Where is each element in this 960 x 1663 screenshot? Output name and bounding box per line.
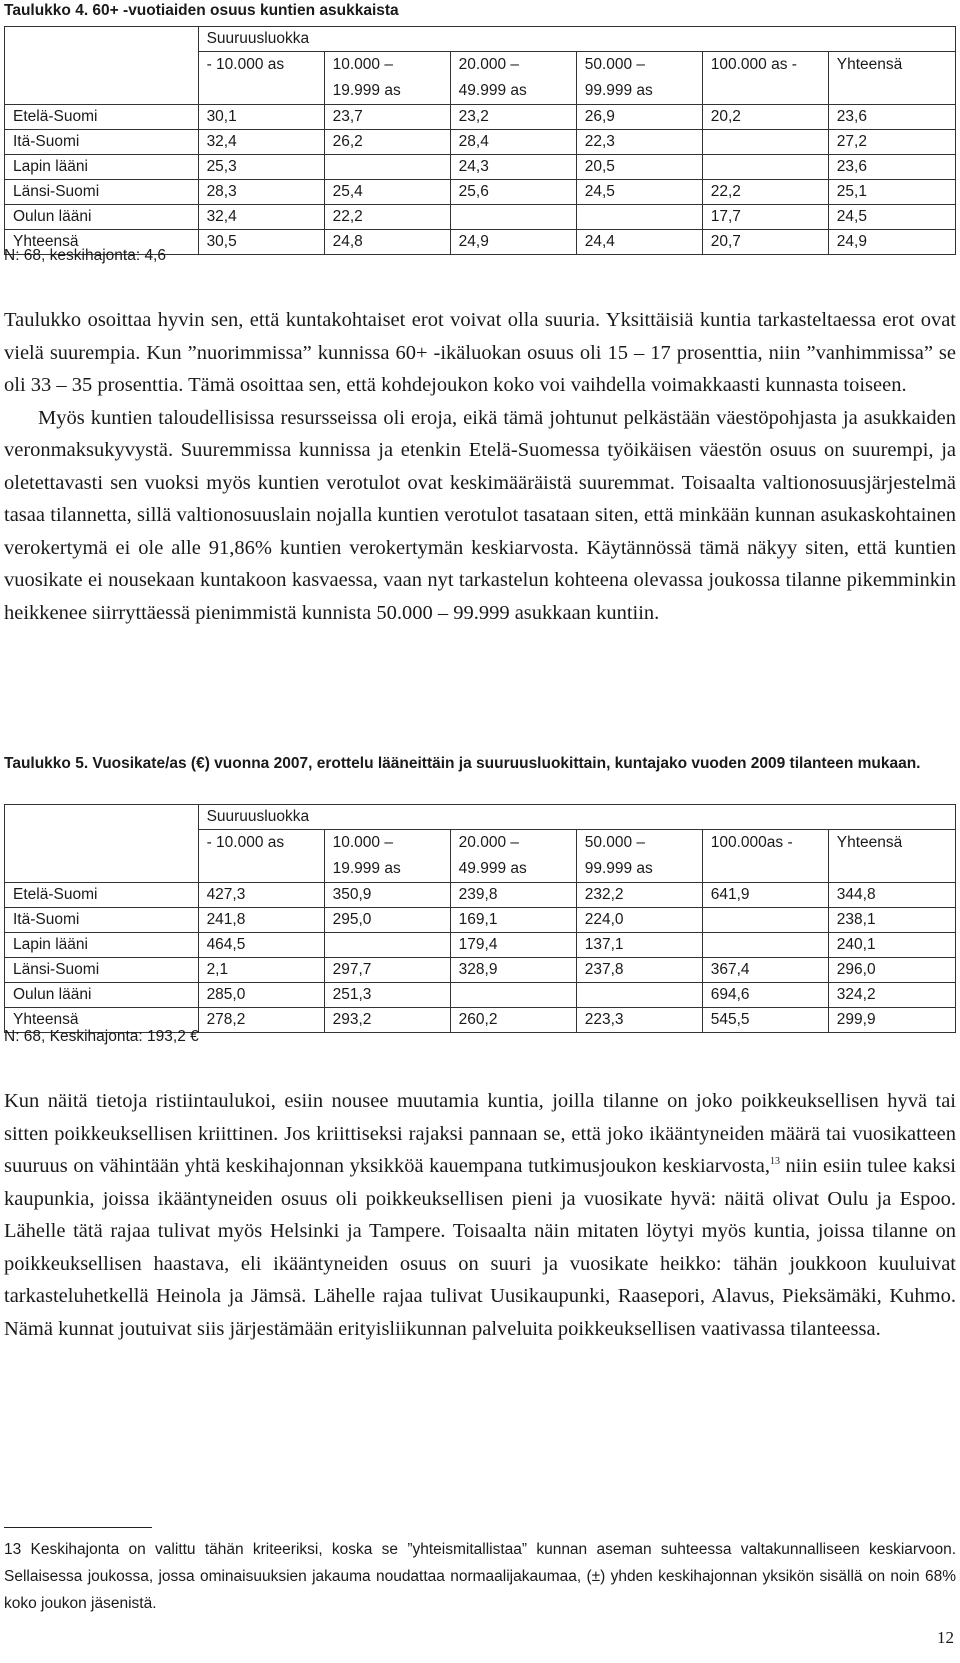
paragraph: Taulukko osoittaa hyvin sen, että kuntakohtaiset erot voivat olla suuria. Yksittäisiä kuntia tarkasteltaessa erot ovat vielä suurempia. Kun ”nuorimmissa” kunnissa 60+ -ikäluokan osuus oli 15 – 17 prosenttia, niin ”vanhimmissa” se oli 33 – 35 prosenttia. Tämä osoittaa sen, että kohdejoukon koko voi vaihdella voimakkaasti kunnasta toiseen. <box>4 309 956 396</box>
table-cell: 694,6 <box>702 983 828 1008</box>
footnote-rule <box>4 1527 152 1528</box>
table5-title: Taulukko 5. Vuosikate/as (€) vuonna 2007, erottelu lääneittäin ja suuruusluokittain, kuntajako vuoden 2009 tilanteen mukaan. <box>4 755 921 772</box>
table-cell: 24,3 <box>450 155 576 180</box>
column-header: 10.000 – 19.999 as <box>324 52 450 105</box>
table-row <box>5 883 956 908</box>
table5 <box>4 804 956 1033</box>
table-row <box>5 908 956 933</box>
column-header: - 10.000 as <box>198 52 324 105</box>
row-label: Yhteensä <box>5 1008 199 1033</box>
table-cell: 24,8 <box>324 230 450 255</box>
column-header: 20.000 – 49.999 as <box>450 830 576 883</box>
row-label: Lapin lääni <box>5 155 199 180</box>
footnote: 13 Keskihajonta on valittu tähän kriteeriksi, koska se ”yhteismitallistaa” kunnan aseman suhteessa valtakunnalliseen keskiarvoon. Sellaisessa joukossa, jossa ominaisuuksien jakauma noudattaa normaalijakaumaa, (±) yhden keskihajonnan yksikön sisällä on noin 68% koko joukon jäsenistä. <box>4 1541 956 1612</box>
table-cell: 238,1 <box>828 908 955 933</box>
table4-note: N: 68, keskihajonta: 4,6 <box>4 247 166 264</box>
table-cell: 25,4 <box>324 180 450 205</box>
table4-size-class-label: Suuruusluokka <box>198 27 955 52</box>
column-header: Yhteensä <box>828 52 955 105</box>
column-header: Yhteensä <box>828 830 955 883</box>
table-cell: 293,2 <box>324 1008 450 1033</box>
table-cell: 23,6 <box>828 105 955 130</box>
table-cell: 32,4 <box>198 205 324 230</box>
table-cell: 260,2 <box>450 1008 576 1033</box>
row-label: Länsi-Suomi <box>5 958 199 983</box>
table-cell: 30,1 <box>198 105 324 130</box>
row-label: Etelä-Suomi <box>5 883 199 908</box>
page-number: 12 <box>937 1628 954 1647</box>
row-label: Lapin lääni <box>5 933 199 958</box>
table-cell: 223,3 <box>576 1008 702 1033</box>
table-row <box>5 180 956 205</box>
row-label: Yhteensä <box>5 230 199 255</box>
body-text-1 <box>4 304 956 629</box>
table-cell: 344,8 <box>828 883 955 908</box>
table-cell: 17,7 <box>702 205 828 230</box>
table-cell: 20,7 <box>702 230 828 255</box>
table-cell <box>702 933 828 958</box>
paragraph-text: Kun näitä tietoja ristiintaulukoi, esiin nousee muutamia kuntia, joilla tilanne on joko poikkeuksellisen hyvä tai sitten poikkeuksellisen kriittinen. Jos kriittiseksi rajaksi pannaan se, että joko ikääntyneiden määrä tai vuosikatteen suuruus on vähintään yhtä keskihajonnan yksikköä kauempana tutkimusjoukon keskiarvosta, <box>4 1090 956 1177</box>
row-label: Oulun lääni <box>5 205 199 230</box>
table-cell: 24,4 <box>576 230 702 255</box>
table-cell: 241,8 <box>198 908 324 933</box>
table-cell <box>576 983 702 1008</box>
table-cell: 545,5 <box>702 1008 828 1033</box>
table-cell: 237,8 <box>576 958 702 983</box>
row-label: Itä-Suomi <box>5 130 199 155</box>
table-cell: 641,9 <box>702 883 828 908</box>
column-header: 50.000 – 99.999 as <box>576 52 702 105</box>
footnote-ref[interactable]: 13 <box>769 1156 780 1167</box>
table-cell: 285,0 <box>198 983 324 1008</box>
table-cell: 22,3 <box>576 130 702 155</box>
table-cell: 367,4 <box>702 958 828 983</box>
table-cell: 224,0 <box>576 908 702 933</box>
table-cell: 23,2 <box>450 105 576 130</box>
table4-header-row <box>5 52 956 105</box>
table-cell: 299,9 <box>828 1008 955 1033</box>
table-cell: 24,5 <box>576 180 702 205</box>
table-cell: 328,9 <box>450 958 576 983</box>
table4 <box>4 26 956 255</box>
table-cell <box>450 983 576 1008</box>
table-cell: 22,2 <box>702 180 828 205</box>
row-label: Oulun lääni <box>5 983 199 1008</box>
paragraph: Myös kuntien taloudellisissa resursseissa oli eroja, eikä tämä johtunut pelkästään väestöpohjasta ja asukkaiden veronmaksukyvystä. Suuremmissa kunnissa ja etenkin Etelä-Suomessa työikäisen väestön osuus on suurempi, ja oletettavasti sen vuoksi myös kuntien verotulot ovat keskimääräistä suuremmat. Toisaalta valtionosuusjärjestelmä tasaa tilannetta, sillä valtionosuuslain nojalla kuntien verotulot tasataan siten, että minkään kunnan asukaskohtainen verokertymä ei ole alle 91,86% kuntien verokertymän keskiarvosta. Käytännössä tämä näkyy siten, että kuntien vuosikate ei nousekaan kuntakoon kasvaessa, vaan nyt tarkastelun kohteena olevassa joukossa tilanne pikemminkin heikkenee siirryttäessä pienimmistä kunnista 50.000 – 99.999 asukkaan kuntiin. <box>4 406 956 624</box>
table-cell: 278,2 <box>198 1008 324 1033</box>
table5-note: N: 68, Keskihajonta: 193,2 € <box>4 1028 199 1045</box>
paragraph <box>4 1085 956 1345</box>
table-cell <box>576 205 702 230</box>
table-cell: 20,2 <box>702 105 828 130</box>
table-row <box>5 155 956 180</box>
table-cell: 23,6 <box>828 155 955 180</box>
table-cell: 32,4 <box>198 130 324 155</box>
table5-corner <box>5 805 199 830</box>
table-cell: 23,7 <box>324 105 450 130</box>
table-cell: 251,3 <box>324 983 450 1008</box>
table-cell: 169,1 <box>450 908 576 933</box>
row-label: Etelä-Suomi <box>5 105 199 130</box>
table-cell: 179,4 <box>450 933 576 958</box>
table-cell <box>450 205 576 230</box>
table-row <box>5 130 956 155</box>
table-cell: 297,7 <box>324 958 450 983</box>
table-cell: 26,2 <box>324 130 450 155</box>
table-cell: 427,3 <box>198 883 324 908</box>
table-cell: 296,0 <box>828 958 955 983</box>
table-cell: 24,9 <box>828 230 955 255</box>
table-cell <box>702 155 828 180</box>
table-cell <box>324 933 450 958</box>
table-row <box>5 983 956 1008</box>
table5-header-row <box>5 830 956 883</box>
table-cell: 22,2 <box>324 205 450 230</box>
column-header: - 10.000 as <box>198 830 324 883</box>
paragraph-text: niin esiin tulee kaksi kaupunkia, joissa ikääntyneiden osuus oli poikkeuksellisen pieni ja vuosikate hyvä: näitä olivat Oulu ja Espoo. Lähelle tätä rajaa tulivat myös Helsinki ja Tampere. Toisaalta näin mitaten löytyi myös kuntia, joissa tilanne on poikkeuksellisen haastava, eli ikääntyneiden osuus on suuri ja vuosikate heikko: tähän joukkoon kuuluivat tarkasteluhetkellä Heinola ja Jämsä. Lähelle rajaa tulivat Uusikaupunki, Raasepori, Alavus, Pieksämäki, Kuhmo. Nämä kunnat joutuivat siis järjestämään erityisliikunnan palveluita poikkeuksellisen vaativassa tilanteessa. <box>4 1155 956 1340</box>
table-cell: 20,5 <box>576 155 702 180</box>
table-row <box>5 105 956 130</box>
table-cell: 30,5 <box>198 230 324 255</box>
table-row <box>5 205 956 230</box>
table-cell: 25,3 <box>198 155 324 180</box>
table-cell: 239,8 <box>450 883 576 908</box>
table-cell: 295,0 <box>324 908 450 933</box>
column-header: 50.000 – 99.999 as <box>576 830 702 883</box>
row-label: Itä-Suomi <box>5 908 199 933</box>
table-cell: 24,5 <box>828 205 955 230</box>
table-cell: 350,9 <box>324 883 450 908</box>
table-cell <box>702 908 828 933</box>
table-cell: 26,9 <box>576 105 702 130</box>
table-cell: 240,1 <box>828 933 955 958</box>
table-cell: 2,1 <box>198 958 324 983</box>
table5-size-class-label: Suuruusluokka <box>198 805 955 830</box>
table-cell: 25,1 <box>828 180 955 205</box>
table-row <box>5 958 956 983</box>
table-cell: 25,6 <box>450 180 576 205</box>
row-label: Länsi-Suomi <box>5 180 199 205</box>
table-cell: 28,3 <box>198 180 324 205</box>
column-header: 100.000 as - <box>702 52 828 105</box>
body-text-2 <box>4 1085 956 1345</box>
table-cell <box>702 130 828 155</box>
table4-title: Taulukko 4. 60+ -vuotiaiden osuus kuntien asukkaista <box>4 2 399 19</box>
table-row <box>5 933 956 958</box>
table-cell: 232,2 <box>576 883 702 908</box>
table-cell: 137,1 <box>576 933 702 958</box>
column-header: 10.000 – 19.999 as <box>324 830 450 883</box>
table4-corner <box>5 27 199 52</box>
table-cell: 27,2 <box>828 130 955 155</box>
table-cell: 464,5 <box>198 933 324 958</box>
table-cell <box>324 155 450 180</box>
table-cell: 28,4 <box>450 130 576 155</box>
table-cell: 324,2 <box>828 983 955 1008</box>
column-header: 20.000 – 49.999 as <box>450 52 576 105</box>
column-header: 100.000as - <box>702 830 828 883</box>
table-cell: 24,9 <box>450 230 576 255</box>
